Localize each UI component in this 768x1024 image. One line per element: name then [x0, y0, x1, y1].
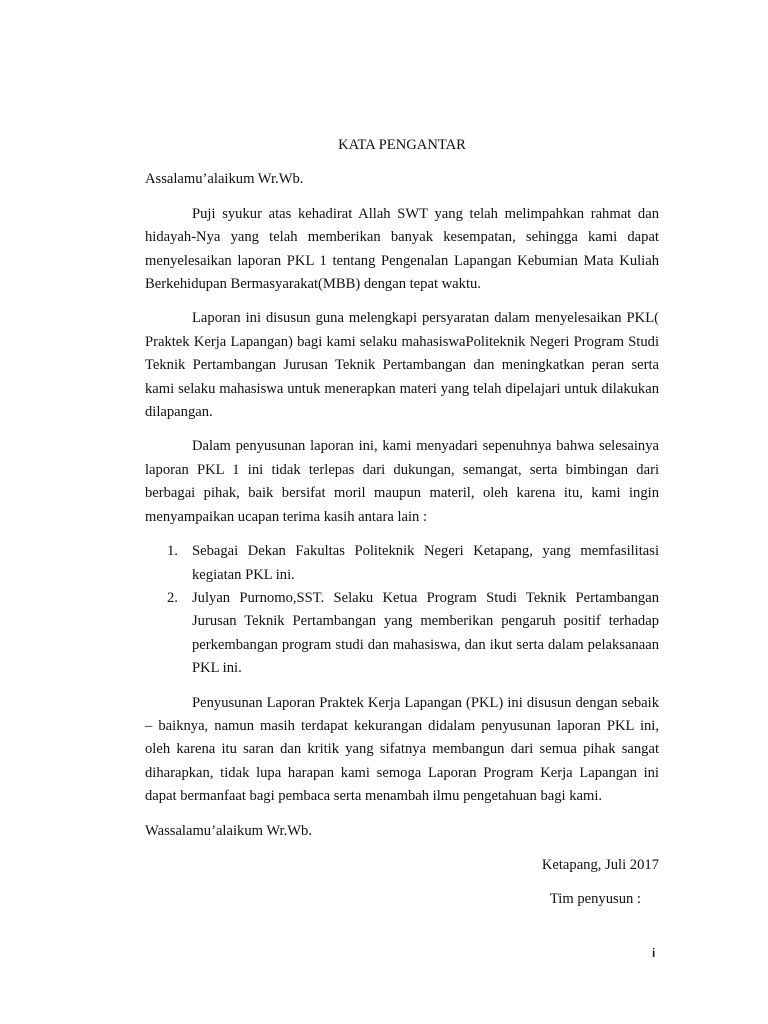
paragraph-gratitude: Puji syukur atas kehadirat Allah SWT yang telah melimpahkan rahmat dan hidayah-Nya yang telah memberikan banyak kesempatan, sehingga kami dapat menyelesaikan laporan PKL 1 tentang Pengenalan Lapangan Kebumian Mata Kuliah Berkehidupan Bermasyarakat(MBB) dengan tepat waktu.: [145, 205, 659, 293]
list-item: [145, 540, 659, 587]
list-item-text: Julyan Purnomo,SST. Selaku Ketua Program Studi Teknik Pertambangan Jurusan Teknik Pertambangan yang memberikan pengaruh positif terhadap perkembangan program studi dan mahasiswa, dan ikut serta dalam pelaksanaan PKL ini.: [192, 589, 659, 677]
paragraph-closing-note: Penyusunan Laporan Praktek Kerja Lapangan (PKL) ini disusun dengan sebaik – baiknya, namun masih terdapat kekurangan didalam penyusunan laporan PKL ini, oleh karena itu saran dan kritik yang sifatnya membangun dari semua pihak sangat diharapkan, tidak lupa harapan kami semoga Laporan Program Kerja Lapangan ini dapat bermanfaat bagi pembaca serta menambah ilmu pengetahuan bagi kami.: [145, 694, 659, 805]
list-item-number: 2.: [167, 589, 178, 606]
paragraph-purpose: Laporan ini disusun guna melengkapi persyaratan dalam menyelesaikan PKL( Praktek Kerja Lapangan) bagi kami selaku mahasiswaPoliteknik Negeri Program Studi Teknik Pertambangan Jurusan Teknik Pertambangan dan meningkatkan peran serta kami selaku mahasiswa untuk menerapkan materi yang telah dipelajari untuk dilakukan dilapangan.: [145, 310, 659, 421]
paragraph-acknowledgement: Dalam penyusunan laporan ini, kami menyadari sepenuhnya bahwa selesainya laporan PKL 1 ini tidak terlepas dari dukungan, semangat, serta bimbingan dari berbagai pihak, baik bersifat moril maupun materil, oleh karena itu, kami ingin menyampaikan ucapan terima kasih antara lain :: [145, 438, 659, 525]
acknowledgement-list: [145, 540, 659, 680]
opening-greeting: Assalamu’alaikum Wr.Wb.: [145, 171, 304, 188]
document-title: KATA PENGANTAR: [338, 137, 466, 153]
list-item-text: Sebagai Dekan Fakultas Politeknik Negeri Ketapang, yang memfasilitasi kegiatan PKL ini.: [192, 543, 659, 583]
place-date: Ketapang, Juli 2017: [541, 856, 659, 873]
signature-line: Tim penyusun :: [549, 891, 641, 908]
list-item: [145, 587, 659, 681]
document-page: [145, 134, 659, 912]
list-item-number: 1.: [167, 543, 178, 560]
page-number: i: [652, 946, 656, 960]
closing-greeting: Wassalamu’alaikum Wr.Wb.: [145, 822, 312, 839]
